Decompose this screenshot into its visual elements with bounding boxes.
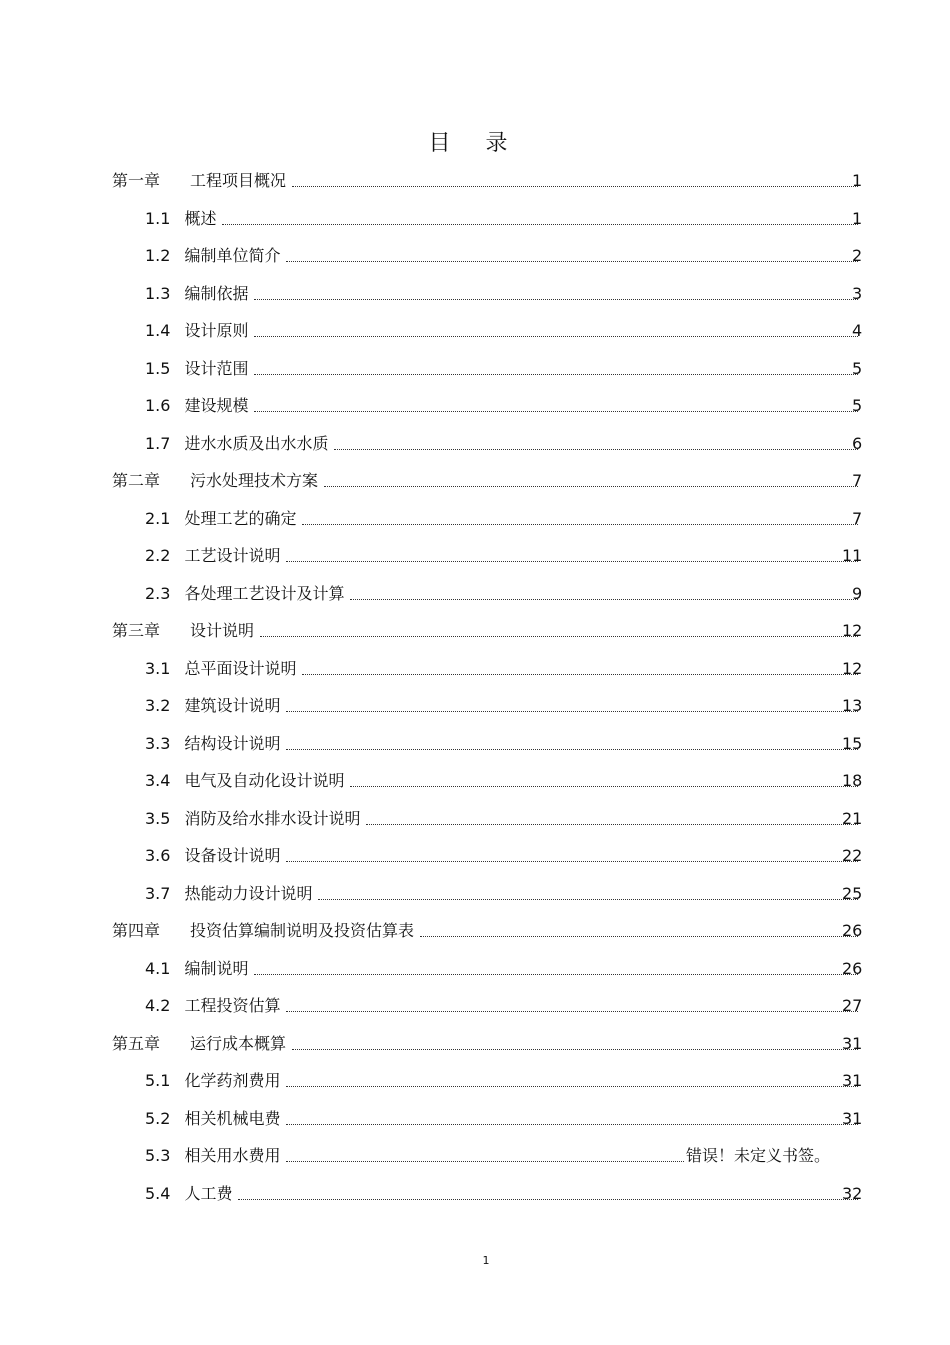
toc-dot-leader — [366, 824, 858, 825]
toc-page-number: 5 — [852, 358, 863, 378]
toc-section-entry[interactable] — [0, 241, 950, 271]
toc-section-number: 1.5 — [145, 358, 171, 378]
toc-entry-title: 人工费 — [184, 1183, 233, 1203]
toc-page-number: 26 — [842, 958, 863, 978]
toc-dot-leader — [324, 486, 858, 487]
toc-dot-leader — [302, 674, 858, 675]
toc-entry-title: 建筑设计说明 — [184, 696, 281, 715]
toc-dot-leader — [286, 711, 858, 712]
toc-page-number: 11 — [842, 546, 863, 565]
toc-dot-leader — [420, 936, 858, 937]
toc-page-number: 26 — [842, 921, 863, 940]
toc-entry-title: 相关用水费用 — [184, 1146, 281, 1165]
toc-section-entry[interactable] — [0, 316, 950, 346]
toc-section-number: 1.2 — [145, 246, 171, 265]
toc-page-number: 31 — [842, 1108, 863, 1128]
toc-dot-leader — [254, 336, 858, 337]
toc-section-entry[interactable] — [0, 1104, 950, 1134]
toc-page-number: 2 — [852, 246, 863, 265]
toc-section-entry[interactable] — [0, 691, 950, 721]
toc-dot-leader — [286, 1086, 858, 1087]
toc-section-entry[interactable] — [0, 1179, 950, 1209]
toc-page-number: 21 — [842, 808, 863, 828]
toc-dot-leader — [254, 411, 858, 412]
toc-section-entry[interactable] — [0, 354, 950, 384]
toc-chapter-entry[interactable] — [0, 466, 950, 496]
toc-dot-leader — [286, 749, 858, 750]
toc-dot-leader — [286, 1011, 858, 1012]
toc-title: 目 录 — [428, 131, 522, 156]
toc-entry-title: 设计范围 — [184, 358, 249, 378]
toc-dot-leader — [260, 636, 858, 637]
toc-dot-leader — [292, 186, 858, 187]
toc-dot-leader — [254, 974, 858, 975]
toc-page-number: 5 — [852, 396, 863, 415]
toc-section-number: 1.3 — [145, 283, 171, 303]
toc-section-entry[interactable] — [0, 804, 950, 834]
toc-section-entry[interactable] — [0, 204, 950, 234]
toc-section-number: 5.1 — [145, 1071, 171, 1090]
toc-page-number: 31 — [842, 1033, 863, 1053]
toc-entry-title: 化学药剂费用 — [184, 1071, 281, 1090]
toc-page-number: 18 — [842, 771, 863, 790]
toc-entry-title: 运行成本概算 — [190, 1033, 287, 1053]
toc-chapter-entry[interactable] — [0, 916, 950, 946]
toc-entry-title: 设计原则 — [184, 321, 249, 340]
toc-page-number: 9 — [852, 583, 863, 603]
toc-page-number: 7 — [852, 471, 863, 490]
toc-dot-leader — [292, 1049, 858, 1050]
toc-entry-title: 相关机械电费 — [184, 1108, 281, 1128]
toc-section-entry[interactable] — [0, 729, 950, 759]
toc-page-number: 4 — [852, 321, 863, 340]
toc-dot-leader — [302, 524, 858, 525]
toc-entry-title: 设计说明 — [190, 621, 255, 640]
toc-section-number: 1.4 — [145, 321, 171, 340]
toc-chapter-prefix: 第二章 — [112, 471, 161, 490]
toc-entry-title: 污水处理技术方案 — [190, 471, 319, 490]
toc-entry-title: 总平面设计说明 — [184, 658, 297, 678]
toc-entry-title: 热能动力设计说明 — [184, 883, 313, 903]
toc-section-entry[interactable] — [0, 954, 950, 984]
toc-page-number: 7 — [852, 508, 863, 528]
toc-entry-title: 工程项目概况 — [190, 171, 287, 190]
toc-page-number: 3 — [852, 283, 863, 303]
toc-entry-title: 编制单位简介 — [184, 246, 281, 265]
toc-dot-leader — [334, 449, 858, 450]
toc-section-number: 4.1 — [145, 958, 171, 978]
toc-dot-leader — [222, 224, 858, 225]
toc-section-number: 2.3 — [145, 583, 171, 603]
toc-dot-leader — [254, 374, 858, 375]
page-number: 1 — [482, 1254, 490, 1267]
toc-section-entry[interactable] — [0, 879, 950, 909]
toc-section-entry[interactable] — [0, 654, 950, 684]
toc-page-number: 12 — [842, 621, 863, 640]
toc-entry-title: 消防及给水排水设计说明 — [184, 808, 361, 828]
toc-section-number: 5.3 — [145, 1146, 171, 1165]
toc-section-entry[interactable] — [0, 504, 950, 534]
toc-section-number: 1.6 — [145, 396, 171, 415]
toc-dot-leader — [318, 899, 858, 900]
toc-section-number: 1.1 — [145, 208, 171, 228]
toc-entry-title: 处理工艺的确定 — [184, 508, 297, 528]
toc-section-entry[interactable] — [0, 766, 950, 796]
toc-section-number: 3.6 — [145, 846, 171, 865]
toc-section-number: 1.7 — [145, 433, 171, 453]
toc-section-number: 3.3 — [145, 733, 171, 753]
toc-chapter-prefix: 第五章 — [112, 1033, 161, 1053]
toc-dot-leader — [286, 561, 858, 562]
toc-chapter-entry[interactable] — [0, 166, 950, 196]
toc-section-number: 2.2 — [145, 546, 171, 565]
toc-page-number: 1 — [852, 171, 863, 190]
toc-entry-title: 建设规模 — [184, 396, 249, 415]
toc-dot-leader — [286, 261, 858, 262]
toc-section-number: 4.2 — [145, 996, 171, 1015]
toc-dot-leader — [238, 1199, 858, 1200]
toc-page-number: 22 — [842, 846, 863, 865]
toc-chapter-entry[interactable] — [0, 616, 950, 646]
toc-entry-title: 各处理工艺设计及计算 — [184, 583, 345, 603]
toc-page-number: 32 — [842, 1183, 863, 1203]
toc-entry-title: 工程投资估算 — [184, 996, 281, 1015]
toc-section-entry[interactable] — [0, 1066, 950, 1096]
toc-chapter-prefix: 第四章 — [112, 921, 161, 940]
toc-dot-leader — [286, 1124, 858, 1125]
toc-section-number: 3.2 — [145, 696, 171, 715]
toc-page-number: 错误！未定义书签。 — [686, 1146, 831, 1165]
toc-entry-title: 结构设计说明 — [184, 733, 281, 753]
toc-entry-title: 编制说明 — [184, 958, 249, 978]
toc-entry-title: 编制依据 — [184, 283, 249, 303]
toc-section-number: 2.1 — [145, 508, 171, 528]
toc-page-number: 13 — [842, 696, 863, 715]
toc-page-number: 12 — [842, 658, 863, 678]
toc-entry-title: 工艺设计说明 — [184, 546, 281, 565]
toc-chapter-prefix: 第三章 — [112, 621, 161, 640]
toc-section-number: 3.5 — [145, 808, 171, 828]
toc-section-number: 5.2 — [145, 1108, 171, 1128]
toc-page-number: 15 — [842, 733, 863, 753]
toc-section-entry[interactable] — [0, 541, 950, 571]
toc-entry-title: 概述 — [184, 208, 217, 228]
toc-entry-title: 设备设计说明 — [184, 846, 281, 865]
toc-section-entry[interactable] — [0, 841, 950, 871]
toc-dot-leader — [350, 786, 858, 787]
toc-dot-leader — [254, 299, 858, 300]
toc-page-number: 1 — [852, 208, 863, 228]
toc-section-number: 3.1 — [145, 658, 171, 678]
toc-page-number: 27 — [842, 996, 863, 1015]
toc-dot-leader — [286, 861, 858, 862]
toc-section-entry[interactable] — [0, 279, 950, 309]
toc-section-entry[interactable] — [0, 579, 950, 609]
toc-chapter-prefix: 第一章 — [112, 171, 161, 190]
toc-chapter-entry[interactable] — [0, 1029, 950, 1059]
toc-section-number: 3.4 — [145, 771, 171, 790]
toc-page-number: 6 — [852, 433, 863, 453]
toc-dot-leader — [350, 599, 858, 600]
toc-section-entry[interactable] — [0, 991, 950, 1021]
toc-section-entry[interactable] — [0, 1141, 950, 1171]
toc-section-number: 3.7 — [145, 883, 171, 903]
toc-section-number: 5.4 — [145, 1183, 171, 1203]
toc-page-number: 25 — [842, 883, 863, 903]
toc-dot-leader — [286, 1161, 684, 1162]
toc-entry-title: 投资估算编制说明及投资估算表 — [190, 921, 415, 940]
toc-page-number: 31 — [842, 1071, 863, 1090]
toc-entry-title: 进水水质及出水水质 — [184, 433, 329, 453]
toc-section-entry[interactable] — [0, 391, 950, 421]
toc-section-entry[interactable] — [0, 429, 950, 459]
toc-entry-title: 电气及自动化设计说明 — [184, 771, 345, 790]
